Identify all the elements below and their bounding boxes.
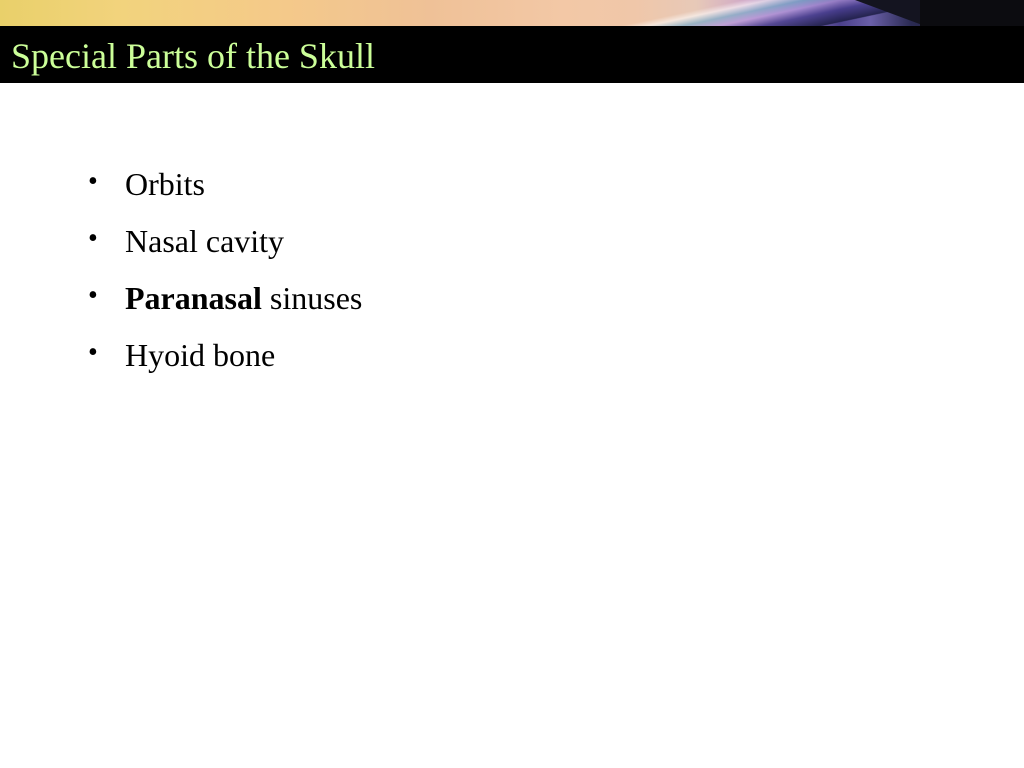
bullet-text (125, 162, 205, 206)
bullet-icon: • (88, 280, 98, 311)
bullet-icon: • (88, 337, 98, 368)
bullet-icon: • (88, 223, 98, 254)
bullet-bold-text: Paranasal (125, 280, 262, 316)
bullet-plain-text: sinuses (261, 280, 363, 316)
bullet-text (125, 219, 284, 263)
bullet-plain-text: Hyoid bone (125, 337, 276, 373)
bullet-plain-text: Nasal cavity (125, 223, 285, 259)
bullet-icon: • (88, 166, 98, 197)
slide-title: Special Parts of the Skull (11, 36, 375, 76)
header-corner (920, 0, 1024, 26)
header-wedge (855, 0, 925, 26)
bullet-text (125, 333, 275, 377)
title-bar (0, 26, 1024, 83)
bullet-plain-text: Orbits (125, 166, 205, 202)
bullet-text (125, 276, 362, 320)
header-decorative-image (0, 0, 1024, 26)
